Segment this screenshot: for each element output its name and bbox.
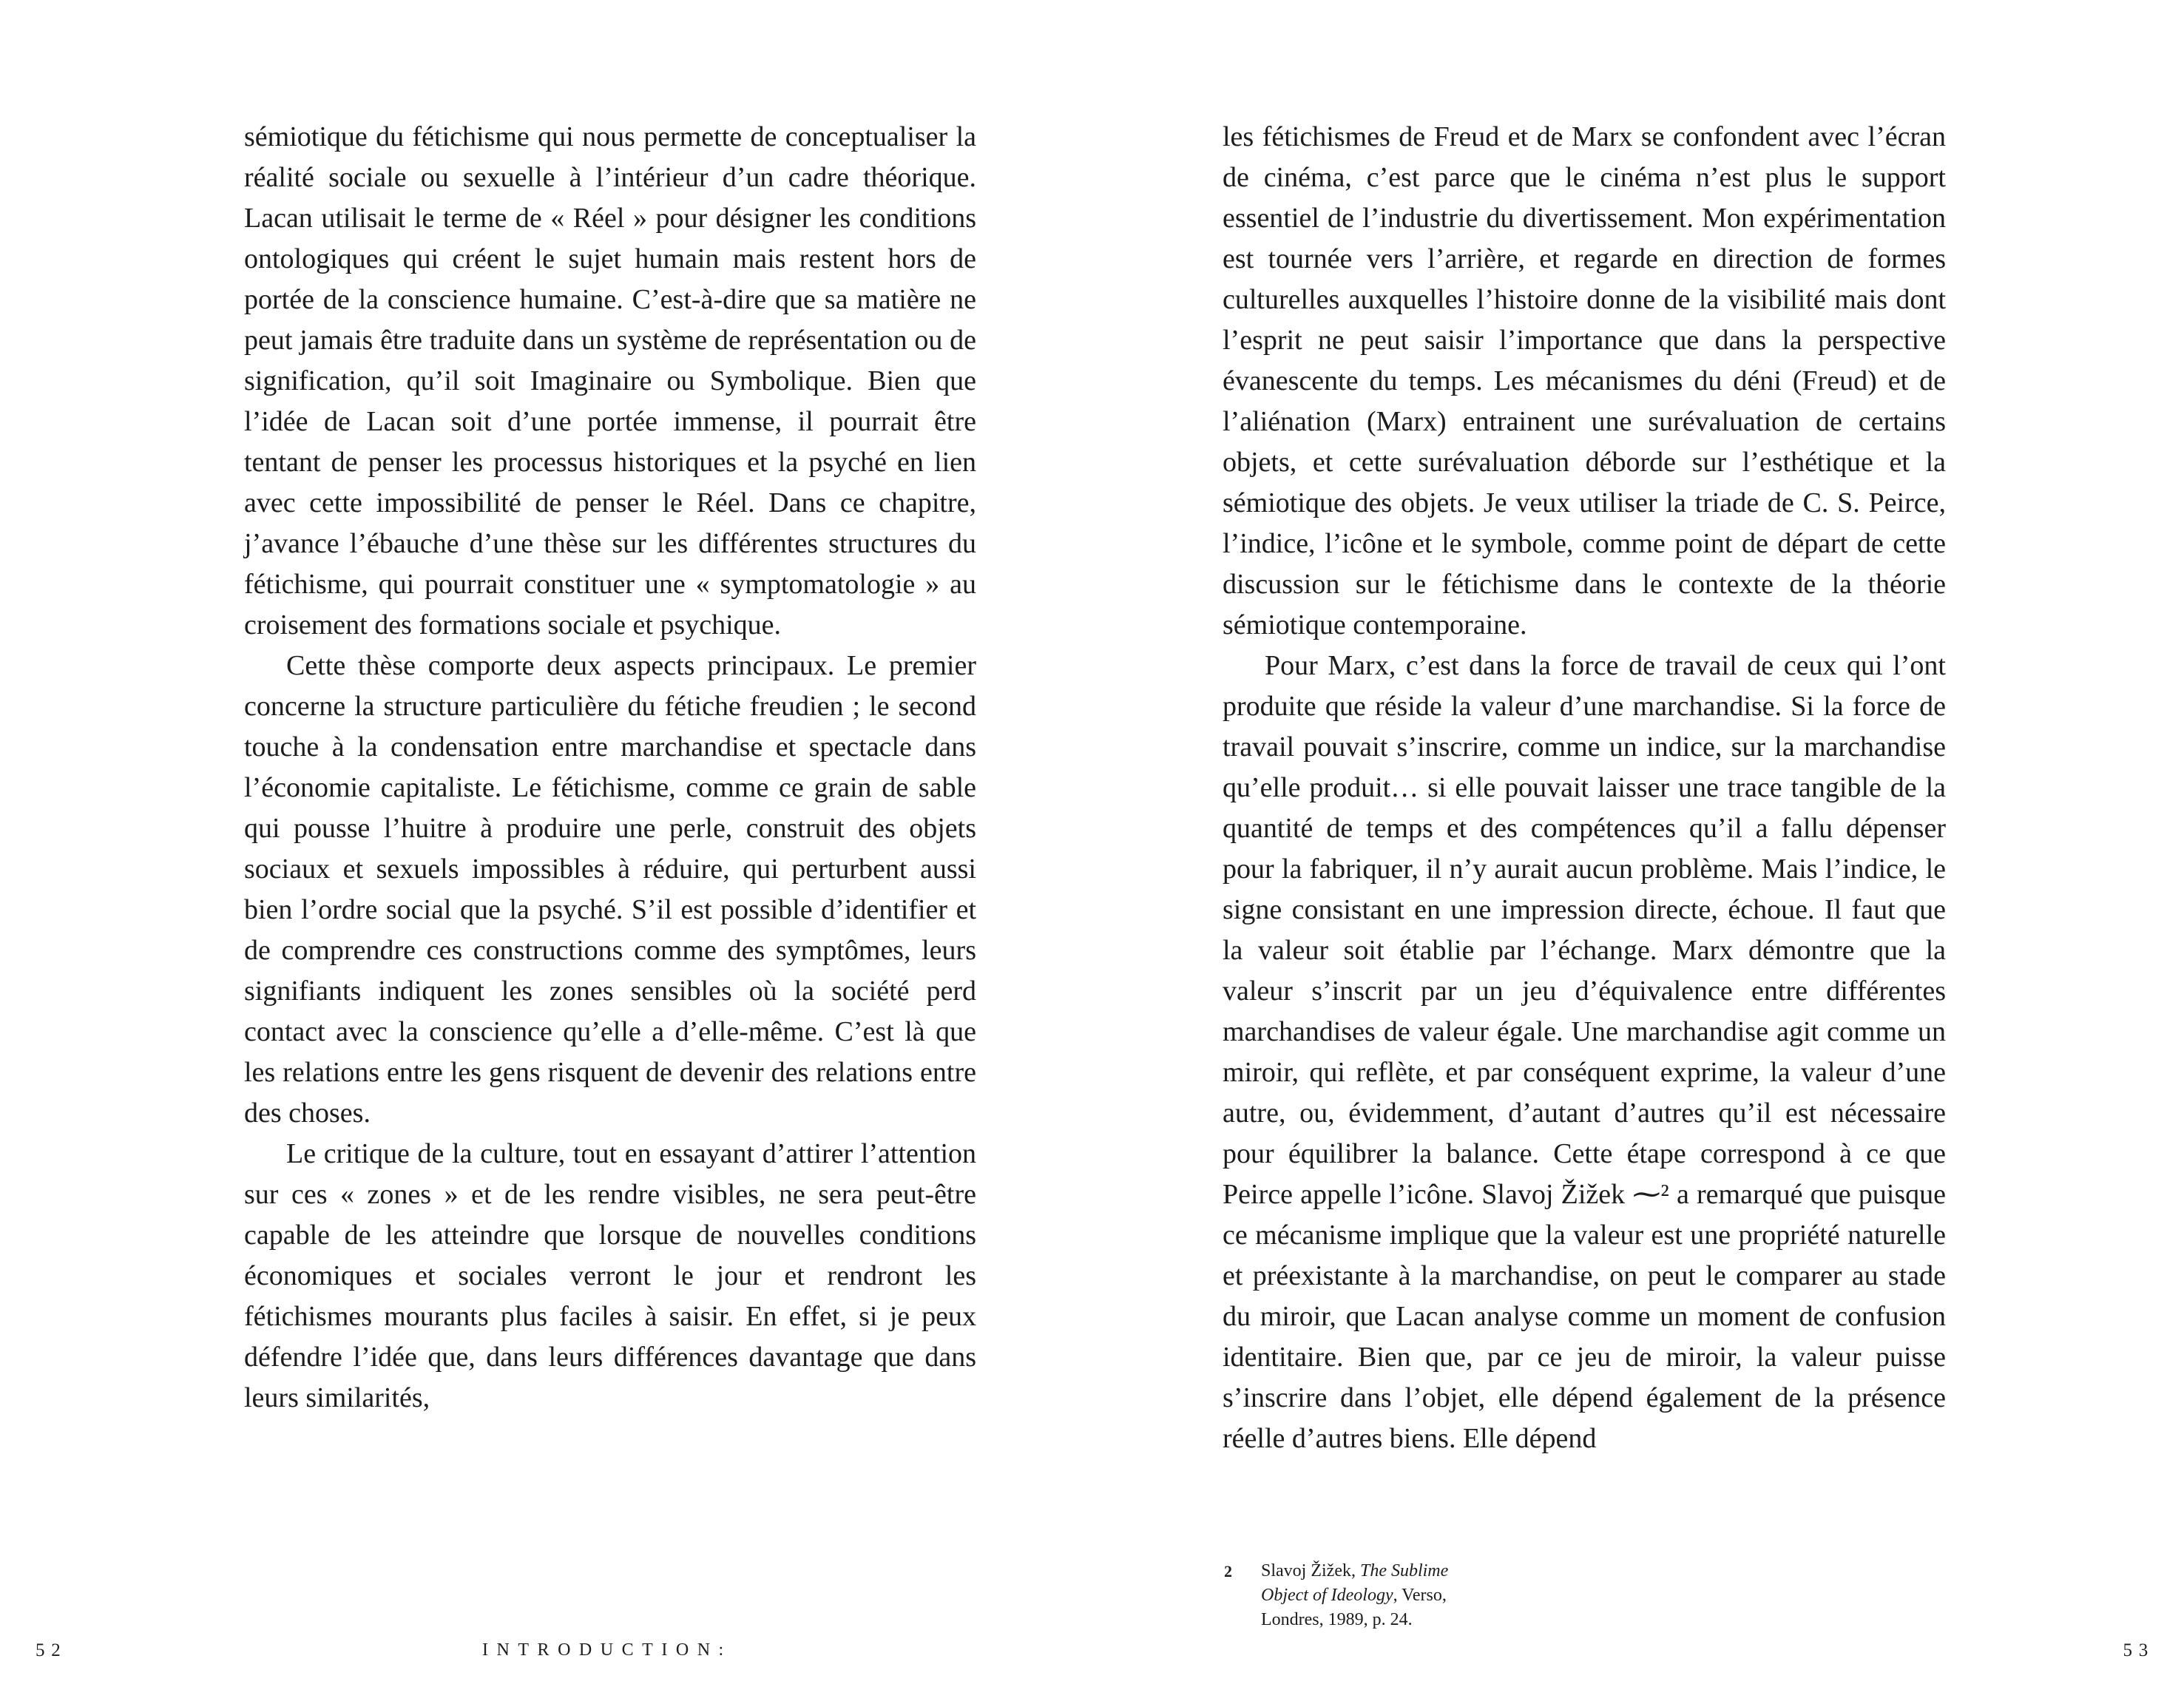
- footnote: [1224, 1559, 1490, 1632]
- paragraph: Pour Marx, c’est dans la force de travail de ceux qui l’ont produite que réside la valeur d’une marchandise. Si la force de travail pouvait s’inscrire, comme un indice, sur la marchandise qu’elle produit… si elle pouvait laisser une trace tangible de la quantité de temps et des compétences qu’il a fallu dépenser pour la fabriquer, il n’y aurait aucun problème. Mais l’indice, le signe consistant en une impression directe, échoue. Il faut que la valeur soit établie par l’échange. Marx démontre que la valeur s’inscrit par un jeu d’équivalence entre différentes marchandises de valeur égale. Une marchandise agit comme un miroir, qui reflète, et par conséquent exprime, la valeur d’une autre, ou, évidemment, d’autant d’autres qu’il est nécessaire pour équilibrer la balance. Cette étape correspond à ce que Peirce appelle l’icône. Slavoj Žižek ⁓² a remarqué que puisque ce mécanisme implique que la valeur est une propriété naturelle et préexistante à la marchandise, on peut le comparer au stade du miroir, que Lacan analyse comme un moment de confusion identitaire. Bien que, par ce jeu de miroir, la valeur puisse s’inscrire dans l’objet, elle dépend également de la présence réelle d’autres biens. Elle dépend: [1223, 650, 1946, 1454]
- footnote-text: [1261, 1559, 1490, 1632]
- right-page: [1223, 117, 1946, 1459]
- paragraph: Cette thèse comporte deux aspects principaux. Le premier concerne la structure particulière du fétiche freudien ; le second touche à la condensation entre marchandise et spectacle dans l’économie capitaliste. Le fétichisme, comme ce grain de sable qui pousse l’huitre à produire une perle, construit des objets sociaux et sexuels impossibles à réduire, qui perturbent aussi bien l’ordre social que la psyché. S’il est possible d’identifier et de comprendre ces constructions comme des symptômes, leurs signifiants indiquent les zones sensibles où la société perd contact avec la conscience qu’elle a d’elle-même. C’est là que les relations entre les gens risquent de devenir des relations entre des choses.: [244, 650, 976, 1129]
- paragraph: sémiotique du fétichisme qui nous permette de conceptualiser la réalité sociale ou sexuelle à l’intérieur d’un cadre théorique. Lacan utilisait le terme de « Réel » pour désigner les conditions ontologiques qui créent le sujet humain mais restent hors de portée de la conscience humaine. C’est-à-dire que sa matière ne peut jamais être traduite dans un système de représentation ou de signification, qu’il soit Imaginaire ou Symbolique. Bien que l’idée de Lacan soit d’une portée immense, il pourrait être tentant de penser les processus historiques et la psyché en lien avec cette impossibilité de penser le Réel. Dans ce chapitre, j’avance l’ébauche d’une thèse sur les différentes structures du fétichisme, qui pourrait constituer une « symptomatologie » au croisement des formations sociale et psychique.: [244, 121, 976, 640]
- footnote-text-before: Slavoj Žižek,: [1261, 1561, 1360, 1580]
- page-number-left: 52: [36, 1640, 67, 1660]
- paragraph: les fétichismes de Freud et de Marx se confondent avec l’écran de cinéma, c’est parce que le cinéma n’est plus le support essentiel de l’industrie du divertissement. Mon expérimentation est tournée vers l’arrière, et regarde en direction de formes culturelles auxquelles l’histoire donne de la visibilité mais dont l’esprit ne peut saisir l’importance que dans la perspective évanescente du temps. Les mécanismes du déni (Freud) et de l’aliénation (Marx) entrainent une surévaluation de certains objets, et cette surévaluation déborde sur l’esthétique et la sémiotique des objets. Je veux utiliser la triade de C. S. Peirce, l’indice, l’icône et le symbole, comme point de départ de cette discussion sur le fétichisme dans le contexte de la théorie sémiotique contemporaine.: [1223, 121, 1946, 640]
- footnote-marker: 2: [1224, 1562, 1232, 1580]
- footnote-text-after: , Verso, Londres, 1989, p. 24.: [1261, 1586, 1447, 1629]
- left-page: [244, 117, 976, 1419]
- paragraph: Le critique de la culture, tout en essayant d’attirer l’attention sur ces « zones » et de les rendre visibles, ne sera peut-être capable de les atteindre que lorsque de nouvelles conditions économiques et sociales verront le jour et rendront les fétichismes mourants plus faciles à saisir. En effet, si je peux défendre l’idée que, dans leurs différences davantage que dans leurs similarités,: [244, 1138, 976, 1413]
- page-number-right: 53: [2123, 1640, 2154, 1660]
- footnote-title: The Sublime Object of Ideology: [1261, 1561, 1449, 1605]
- running-footer: INTRODUCTION:: [482, 1640, 732, 1660]
